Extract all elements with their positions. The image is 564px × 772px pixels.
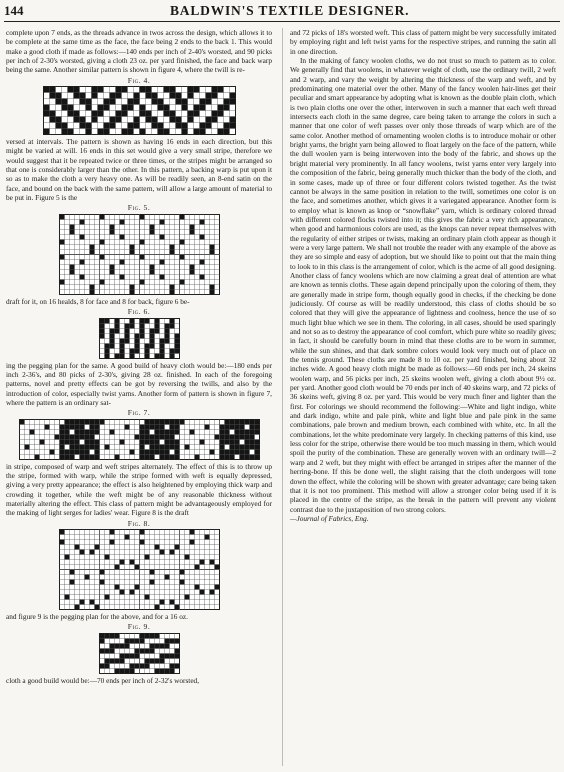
left-paragraph-4: ing the pegging plan for the same. A good build of heavy cloth would be:—180 ends per inch 2-36's, and 80 picks of 2-30's, giving 28 oz. finished. In each of the foregoing patterns, novel and pretty effects can be got by reversing the twills, and also by the introduction of color, especially twist yarns. Another form of pattern is shown in figure 7, where the pattern is an ordinary sat- [6, 360, 272, 407]
right-paragraph-2: In the making of fancy woolen cloths, we do not trust so much to pattern as to color. We generally find that woolens, in whatever weight of cloth, use the ordinary twill, 2 weft and 2 warp, and vary the weight by altering the thickness of the warp and weft, and by predominating one material over the other. Many of the fancy woolen hair-lines get their peculiar and smart appearance by adopting what is known as the double plain cloth, which is two plain cloths one over the other, interwoven in such a manner that each weft thread intersects each cloth in the same degree, care being taken to arrange the colors in such a manner that one color of weft passes over only those threads of warp which are of the same color. Another method of ornamenting woolen cloths is to introduce mohair or other bright yarns, the bright yarn being allowed to float largely on the face of the pattern, while the dull woolen yarn is being interwoven into the body of the fabric, and shows up the bright material very prominently. In all fancy woolens, twist yarns enter very largely into the composition of the fabric, being generally much thicker than the body of the cloth, and in some cases, made up of three or four different colors twisted together. As the twist cannot be always in the same position in relation to the twill, sometimes one color is on the face, and sometimes another, which gives it a variegated appearance. Another form is to employ what is known as knop or “snowflake” yarn, which is ordinary colored thread with different colored flocks twisted into it; this gives the fabric a very rich appearance, when good and harmonious colors are used, as the knops can never repeat themselves with the regularity of either stripes or twists, making an ordinary plain cloth appear as though it were a very large pattern. We shall not trouble the reader with any example of the above as they are so simple and easy of adoption, but we should like to point out that the main thing to look to in this class is the arrangement of color, which is the acme of all good designing. Another class of fancy woolens which are now claiming a great deal of attention are what are known as tennis cloths. These again depend principally upon the coloring of them, they are generally made in stripe form, though equally good in checks, if the checking be done judiciously. Of course as will be readily understood, this class of cloths should be so colored that they will give the appearance of lightness and coolness, hence the use of so much light blue which we see in them. The coloring, in all cases, should be used sparingly and not so as to destroy the appearance of cool comfort, which pure white so readily gives; in fact, it should be carefully bourn in mind that these cloths are to be worn in summer, while the sun shines, and that dark sombre colors would look very much out of place on the tennis ground. These cloths are made 8 to 10 oz. per yard finished, being about 32 inches wide. A good heavy cloth might be made as follows:—60 ends per inch, 24 skeins woolen warp, and 56 picks per inch, 25 skeins woolen weft, giving a cloth about 9½ oz. per yard. Another good cloth would be 70 ends per inch of 40 skeins warp, and 72 picks of 36 skeins weft, giving 8 oz. per yard. This would be very much finer and lighter than the first. For colorings we should recommend the following:—White and light indigo, white and dark indigo, white and pale pink, white and light blue and pale pink in the same combinations, pale brown and medium brown, each combined with white, etc. In all the combinations, let the white predominate very largely. In checking patterns of this kind, use less color for the stripe, otherwise there would be too much massing in them, which would spoil the purity of the combination. These are generally woven with an ordinary twill—2 warp and 2 weft, but they might with effect be arranged in stripes after the manner of the herring-bone. If this be done well, the slight raising that the cloth undergoes will tone down the effect, while the coloring will be shown with greater advantage; care being taken that it is not too prominent. This method will allow a stronger color being used if it is placed in the centre of the stripe, as the break in the pattern will prevent any violent contrast due to the juxtaposition of two strong colors. [290, 56, 556, 514]
left-paragraph-2: versed at intervals. The pattern is shown as having 16 ends in each direction, but this might be varied at will. 16 ends in this set would give a very small stripe, therefore we would suggest that it be repeated twice or three times, or the stripes might be arranged so that one is considerably larger than the other. In this pattern, a backing warp is put upon it so as to make the cloth a very heavy one. As will be readily seen, an 8-end satin on the face, and bound on the back with the same pattern, will allow a large amount of material to be put in. Figure 5 is the [6, 137, 272, 203]
fig7-label: Fig. 7. [127, 408, 151, 418]
column-divider [282, 28, 283, 766]
fig4-weave-diagram [43, 86, 236, 135]
left-paragraph-5: in stripe, composed of warp and weft stripes alternately. The effect of this is to throw up the stripe, formed with warp, while the stripe formed with weft is equally depressed, giving a very pretty appearance; the effect is also heightened by employing thick warp and crowding it together, while the weft might be of any reasonable thickness without materially altering the effect. This class of pattern might be advantageously employed for the making of light serges for ladies' wear. Figure 8 is the draft [6, 461, 272, 518]
left-column [6, 28, 272, 685]
left-paragraph-1: complete upon 7 ends, as the threads advance in twos across the design, which allows it to be complete at the same time as the face, the face being 2 ends to the back 1. This would make a good cloth if made as follows:—140 ends per inch of 2-40's worsted, and 90 picks per inch of 2-30's worsted, giving a cloth 23 oz. per yard finished, the face and back warp being the same. Another similar pattern is shown in figure 4, where the twill is re- [6, 28, 272, 75]
fig6-pegging-plan [99, 318, 180, 359]
fig9-label: Fig. 9. [127, 622, 151, 632]
page-number: 144 [4, 3, 24, 18]
fig6-label: Fig. 6. [127, 307, 151, 317]
right-paragraph-1: and 72 picks of 18's worsted weft. This class of pattern might be very successfully imitated by employing right and left twist yarns for the respective stripes, and running the satin all in one direction. [290, 28, 556, 56]
left-paragraph-7: cloth a good build would be:—70 ends per inch of 2-32's worsted, [6, 675, 200, 685]
fig5-label: Fig. 5. [127, 203, 151, 213]
source-citation: —Journal of Fabrics, Eng. [290, 513, 369, 523]
header-rule [4, 21, 560, 22]
fig8-label: Fig. 8. [127, 518, 151, 528]
fig8-draft-diagram [59, 529, 220, 610]
fig7-weave-diagram [19, 419, 260, 460]
left-paragraph-6: and figure 9 is the pegging plan for the above, and for a 16 oz. [6, 611, 188, 621]
fig5-draft-diagram [59, 214, 220, 295]
fig9-pegging-plan [99, 633, 180, 674]
fig4-label: Fig. 4. [127, 75, 151, 85]
running-title: BALDWIN'S TEXTILE DESIGNER. [170, 3, 410, 18]
page-header [0, 0, 564, 24]
left-paragraph-3: draft for it, on 16 healds, 8 for face and 8 for back, figure 6 be- [6, 296, 190, 306]
right-column [290, 28, 556, 523]
